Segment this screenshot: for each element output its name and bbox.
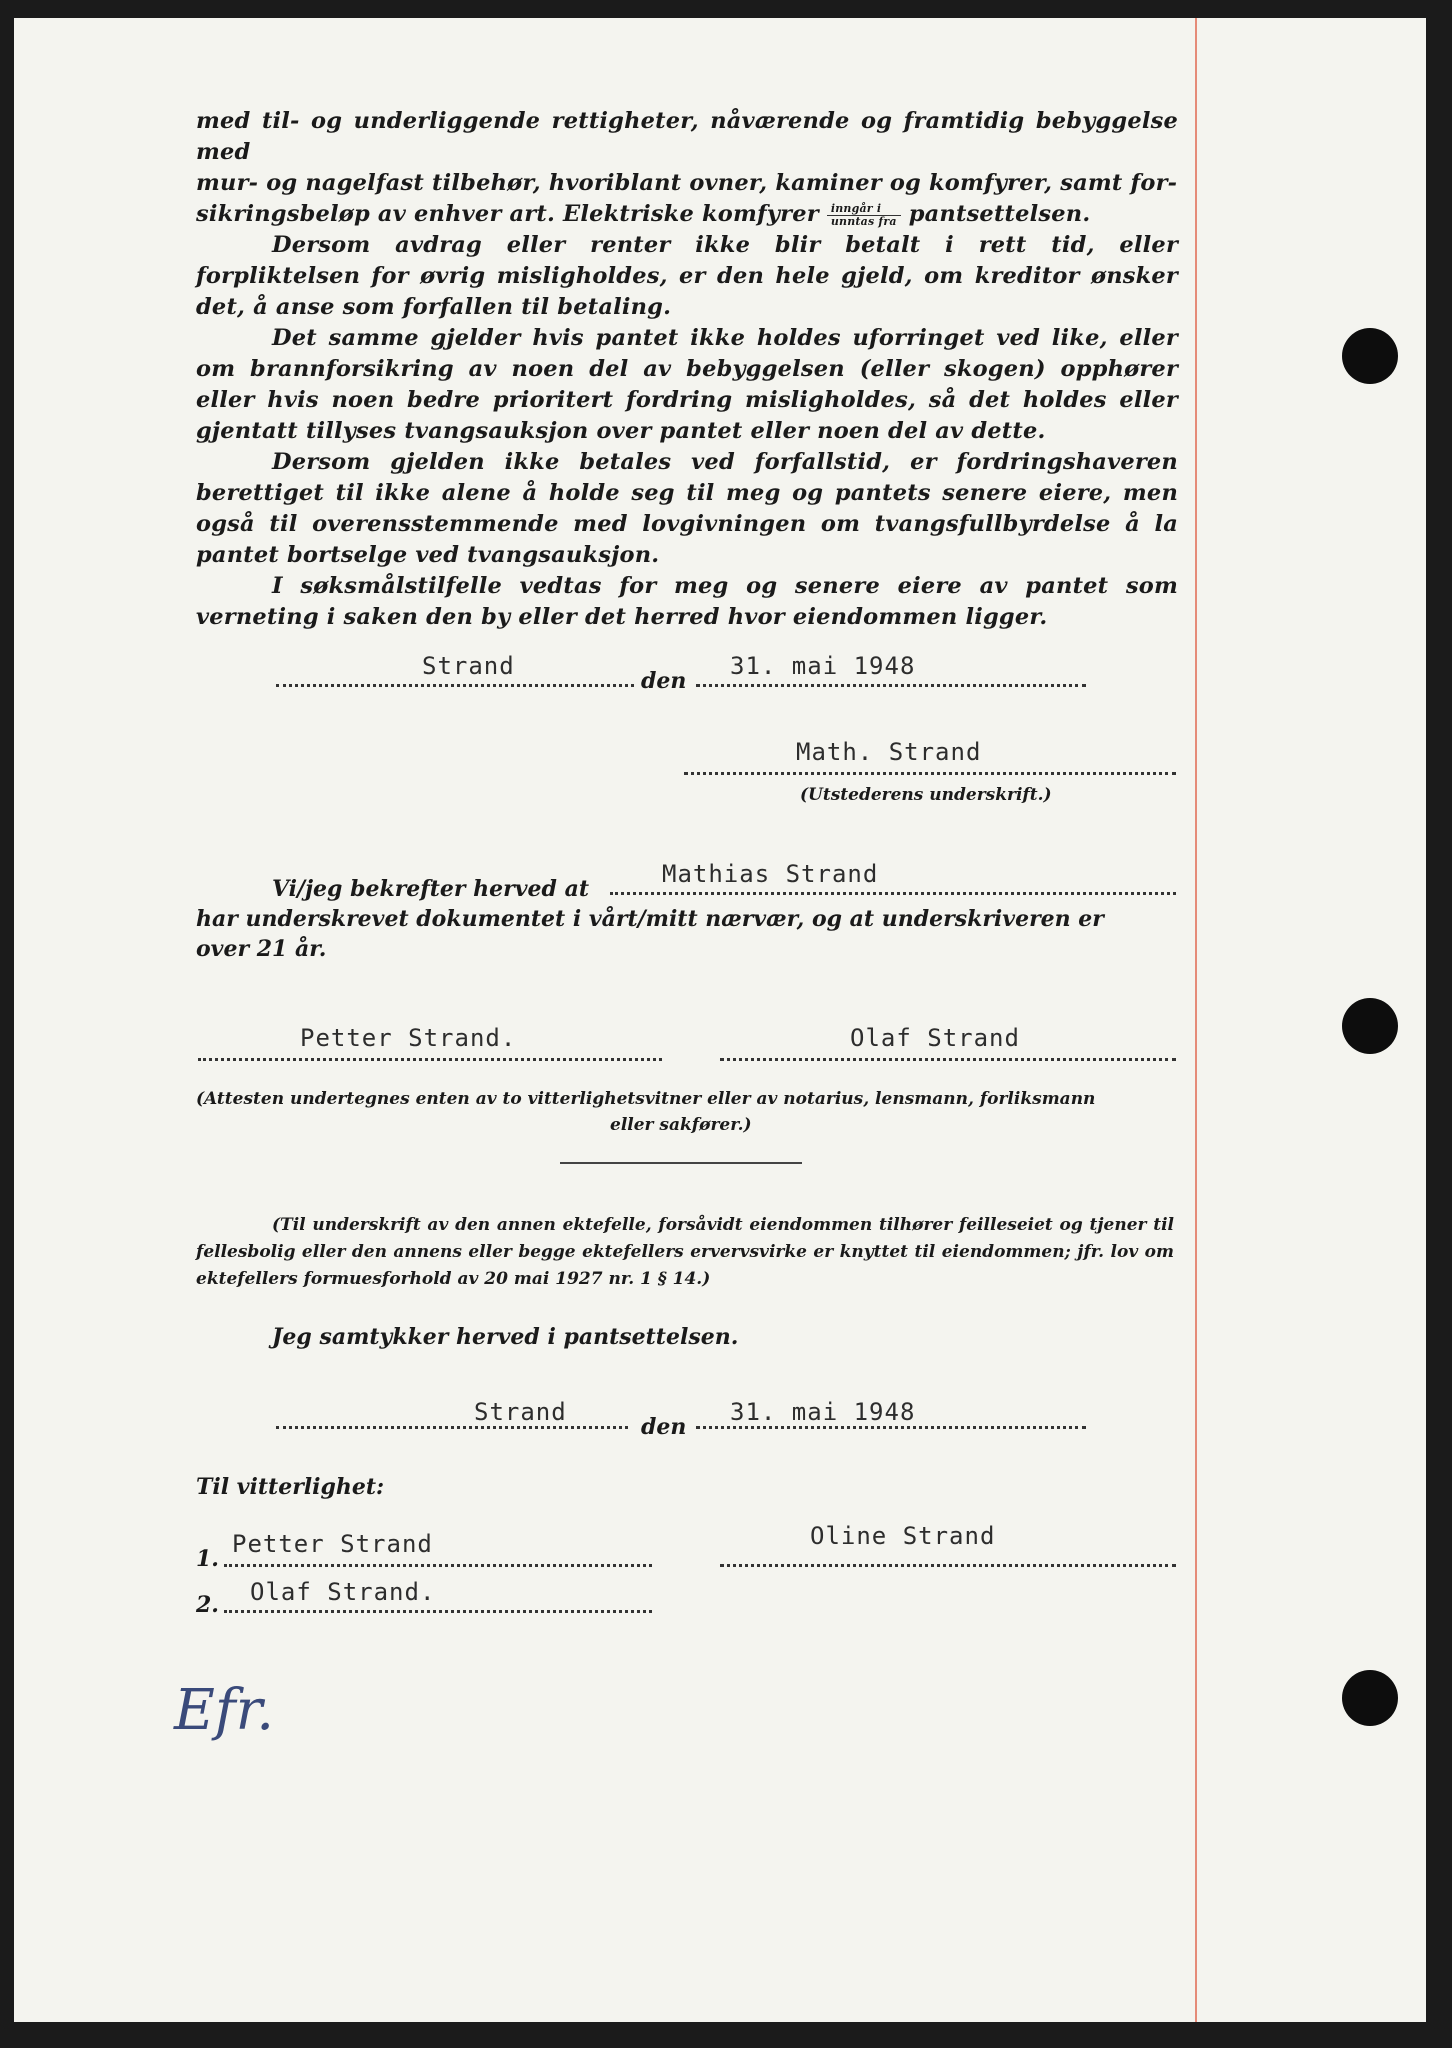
spouse-note: (Til underskrift av den annen ektefelle, forsåvidt eiendommen tilhører feilleseiet og tjener til fellesbolig eller den annens eller begge ektefellers ervervsvirke er knyttet til eiendommen; jfr. lov om ektefellers formuesforhold av 20 mai 1927 nr. 1 § 14.) — [196, 1215, 1174, 1289]
confirm-line-2: har underskrevet dokumentet i vårt/mitt nærvær, og at underskriveren er — [196, 906, 1104, 932]
witness-1-line — [198, 1058, 662, 1061]
issuer-signature-line — [684, 772, 1176, 775]
terms-line-3 — [196, 199, 1178, 230]
consent-witness-1-number: 1. — [196, 1546, 219, 1572]
fraction-bottom: unntas fra — [830, 214, 897, 228]
terms-line-1: med til- og underliggende rettigheter, nåværende og framtidig bebyggelse med — [196, 108, 1178, 165]
consent-date-line — [696, 1426, 1086, 1429]
mortgage-terms — [196, 106, 1178, 633]
confirm-prefix: Vi/jeg bekrefter herved at — [272, 876, 589, 902]
consent-place: Strand — [474, 1398, 567, 1426]
consent-den-label: den — [641, 1414, 687, 1440]
witness-1-signature: Petter Strand. — [300, 1024, 517, 1052]
default-clause: Dersom avdrag eller renter ikke blir betalt i rett tid, eller forpliktelsen for øvrig misligholdes, er den hele gjeld, om kreditor ønsker det, å anse som forfallen til betaling. — [196, 232, 1178, 320]
terms-line-3b: pantsettelsen. — [908, 201, 1091, 227]
margin-rule — [1195, 18, 1197, 2022]
consent-witness-1-name: Petter Strand — [232, 1530, 433, 1558]
foreclosure-clause: Dersom gjelden ikke betales ved forfallstid, er fordringshaveren berettiget til ikke alene å holde seg til meg og pantets senere eiere, men også til overensstemmende med lovgivningen om tvangsfullbyrdelse å la pantet bortselge ved tvangsauksjon. — [196, 449, 1178, 568]
consent-witness-2-name: Olaf Strand. — [250, 1578, 436, 1606]
punch-hole-middle — [1342, 998, 1398, 1054]
place-dotted-line — [276, 684, 634, 687]
confirmed-name-line — [610, 892, 1176, 895]
consent-witness-2-line — [224, 1610, 652, 1613]
venue-clause: I søksmålstilfelle vedtas for meg og senere eiere av pantet som verneting i saken den by eller det herred hvor eiendommen ligger. — [196, 573, 1178, 630]
handwritten-mark: Efr. — [174, 1678, 275, 1743]
punch-hole-bottom — [1342, 1670, 1398, 1726]
attest-note-line-1: (Attesten undertegnes enten av to vitterlighetsvitner eller av notarius, lensmann, forliksmann — [196, 1089, 1096, 1109]
consent-witness-2-number: 2. — [196, 1592, 219, 1618]
date-dotted-line — [696, 684, 1086, 687]
witness-2-line — [720, 1058, 1176, 1061]
terms-line-2: mur- og nagelfast tilbehør, hvoriblant ovner, kaminer og komfyrer, samt for- — [196, 170, 1178, 196]
spouse-consent: Jeg samtykker herved i pantsettelsen. — [272, 1324, 739, 1350]
witness-2-signature: Olaf Strand — [850, 1024, 1020, 1052]
maintenance-clause: Det samme gjelder hvis pantet ikke holdes uforringet ved like, eller om brannforsikring av noen del av bebyggelsen (eller skogen) opphører eller hvis noen bedre prioritert fordring misligholdes, så det holdes eller gjentatt tillyses tvangsauksjon over pantet eller noen del av dette. — [196, 325, 1178, 444]
spouse-signature: Oline Strand — [810, 1522, 996, 1550]
issue-date: 31. mai 1948 — [730, 652, 916, 680]
issuer-signature: Math. Strand — [796, 738, 982, 766]
confirmed-name: Mathias Strand — [662, 860, 879, 888]
issue-place: Strand — [422, 652, 515, 680]
stove-clause-fraction — [827, 203, 901, 228]
punch-hole-top — [1342, 328, 1398, 384]
section-divider — [560, 1162, 802, 1164]
den-label: den — [641, 668, 687, 694]
document-page — [14, 18, 1426, 2022]
consent-witness-1-line — [224, 1564, 652, 1567]
fraction-top: inngår i — [827, 203, 901, 216]
consent-place-line — [276, 1426, 628, 1429]
consent-date: 31. mai 1948 — [730, 1398, 916, 1426]
spouse-signature-line — [720, 1564, 1176, 1567]
attest-note-line-2: eller sakfører.) — [610, 1115, 752, 1135]
terms-line-3a: sikringsbeløp av enhver art. Elektriske komfyrer — [196, 201, 819, 227]
witness-heading: Til vitterlighet: — [196, 1474, 385, 1500]
confirm-line-3: over 21 år. — [196, 936, 327, 962]
issuer-caption: (Utstederens underskrift.) — [800, 785, 1052, 805]
